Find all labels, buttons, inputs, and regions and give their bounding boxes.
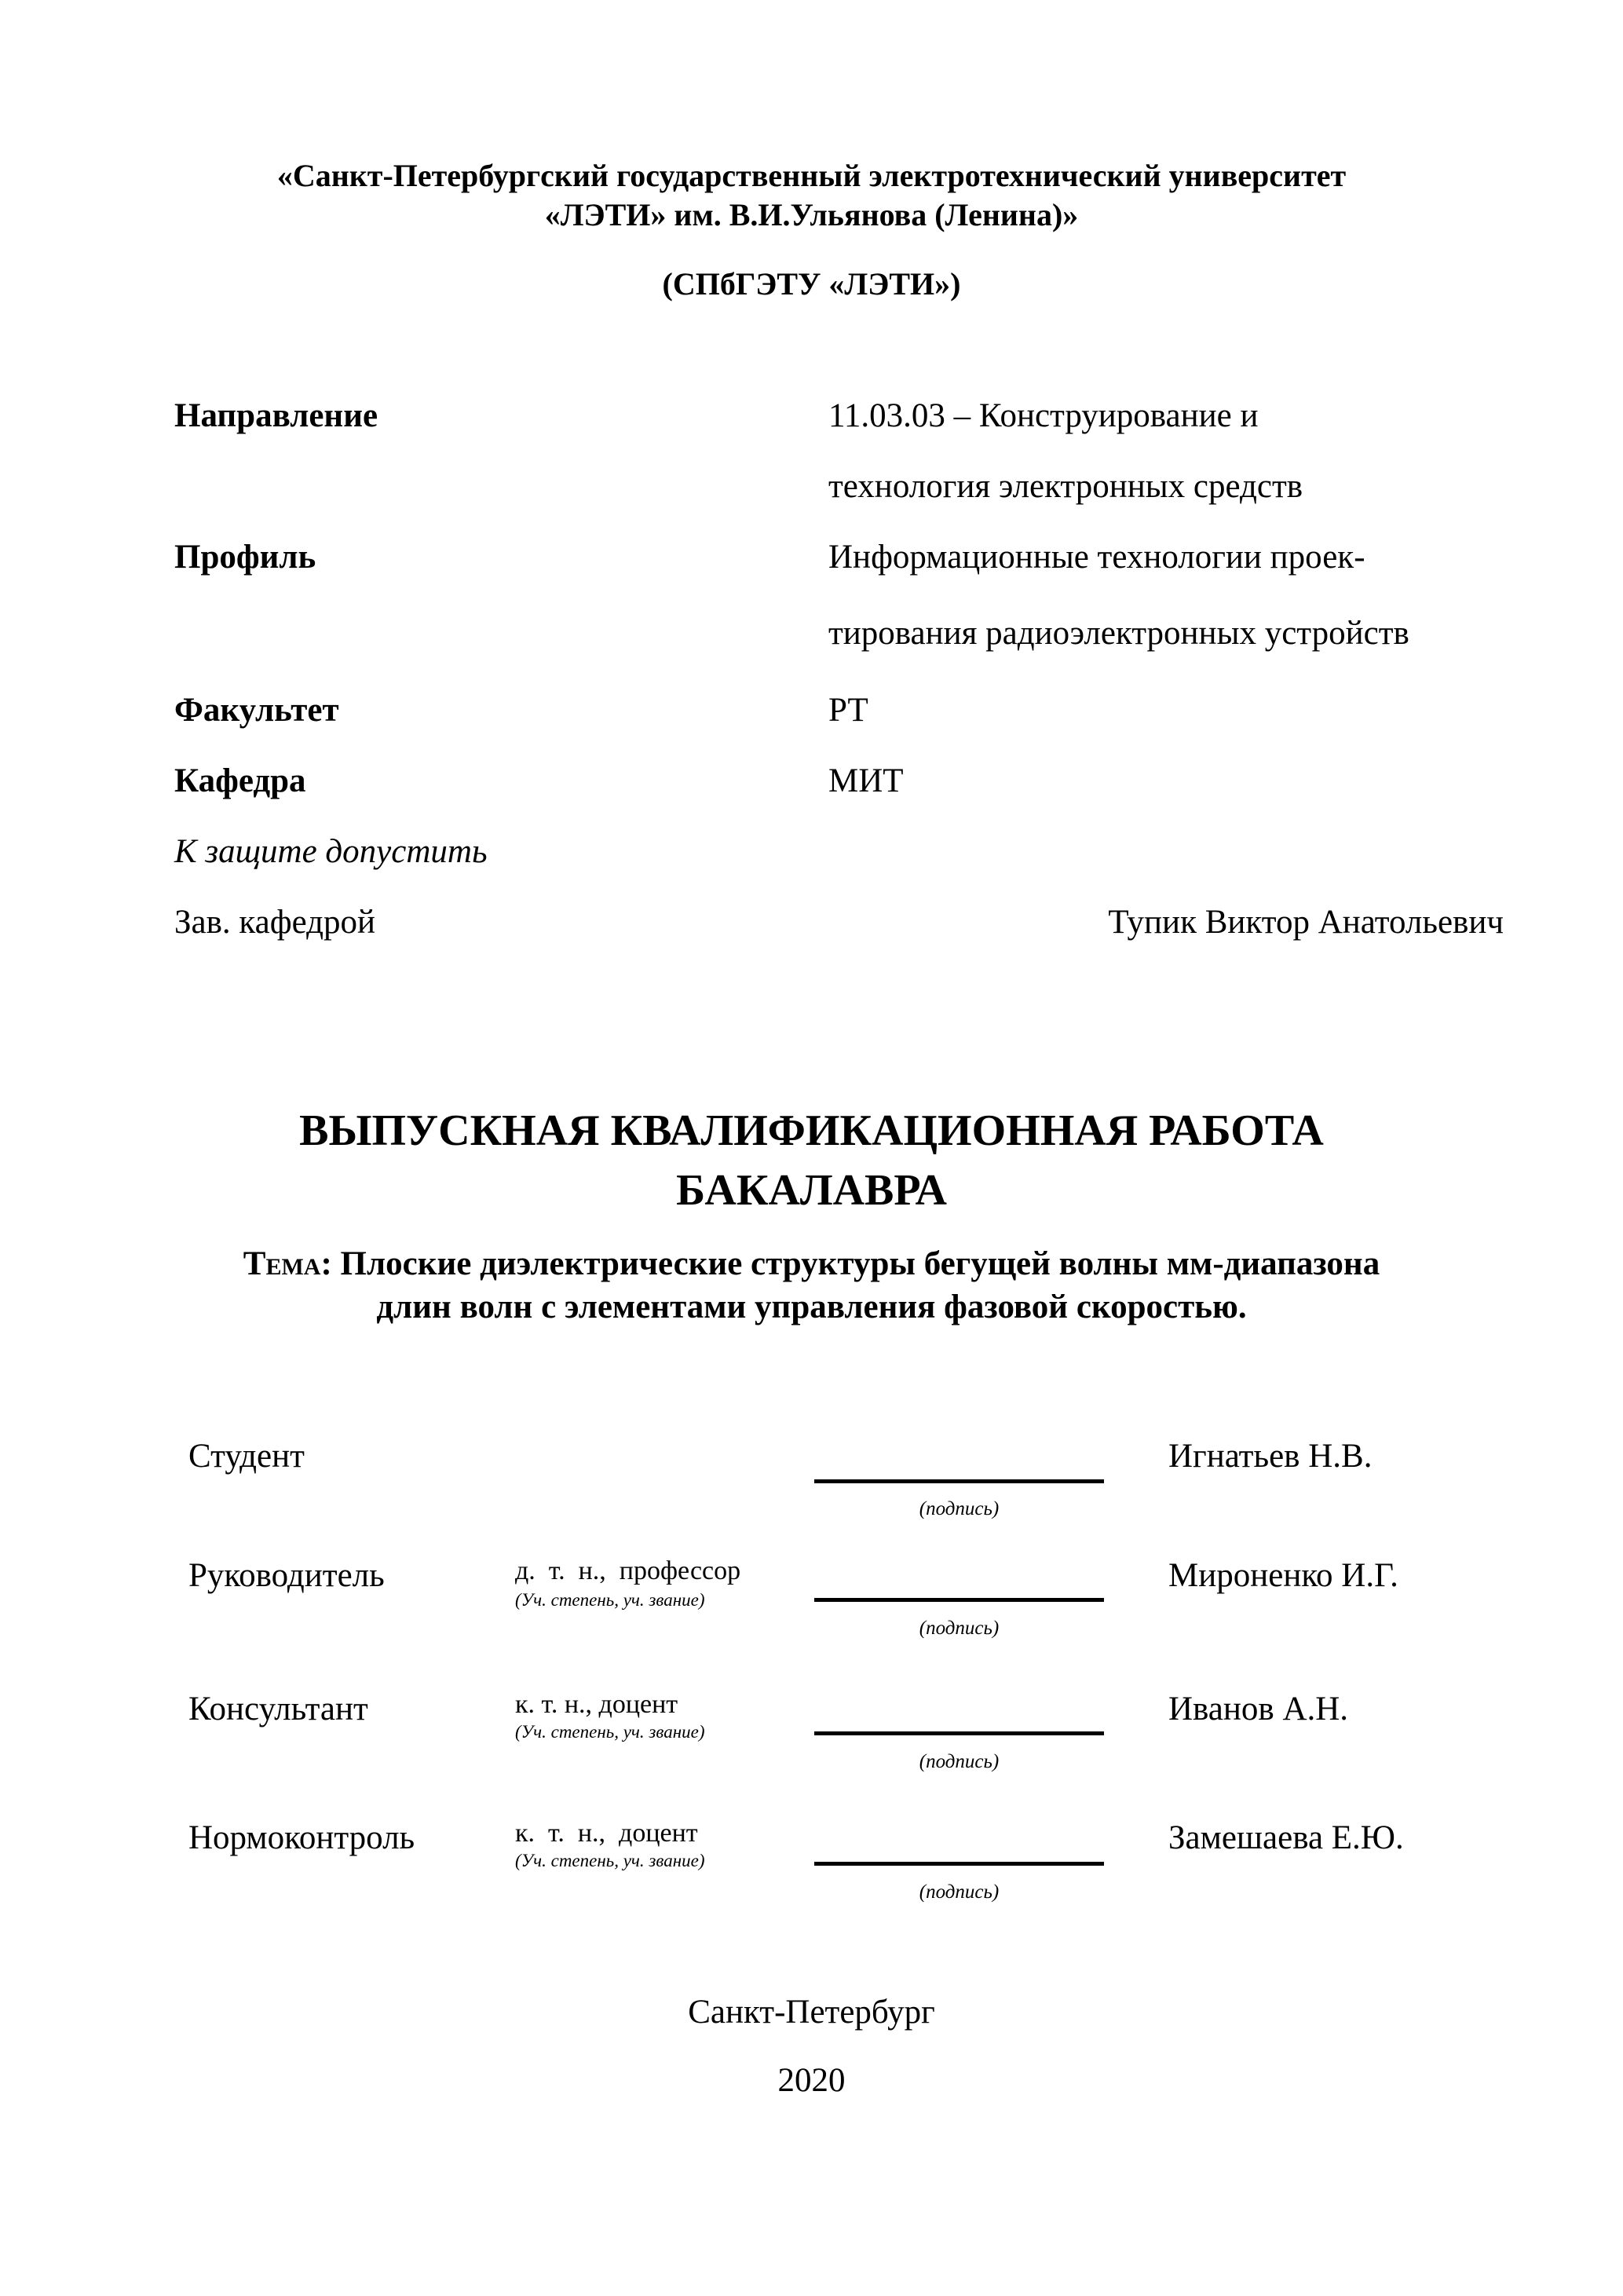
signature-role-normcontrol: Нормоконтроль	[188, 1819, 415, 1856]
head-of-department-label: Зав. кафедрой	[174, 904, 376, 941]
degree-caption-consultant: (Уч. степень, уч. звание)	[515, 1722, 705, 1742]
faculty-value: РТ	[828, 692, 868, 729]
theme-prefix: Тема:	[243, 1245, 332, 1282]
signature-caption-normcontrol: (подпись)	[919, 1881, 1000, 1903]
signature-caption-consultant: (подпись)	[919, 1751, 1000, 1772]
university-name-line1: «Санкт-Петербургский государственный электротехнический университет	[276, 158, 1347, 193]
theme-text-line1: Плоские диэлектрические структуры бегущей волны мм-диапазона	[340, 1245, 1380, 1282]
degree-caption-normcontrol: (Уч. степень, уч. звание)	[515, 1851, 705, 1870]
direction-value-line1: 11.03.03 – Конструирование и	[828, 397, 1259, 434]
direction-label: Направление	[174, 397, 378, 434]
signature-line-student	[814, 1479, 1104, 1483]
signature-name-normcontrol: Замешаева Е.Ю.	[1168, 1819, 1404, 1856]
signature-role-consultant: Консультант	[188, 1691, 368, 1727]
degree-consultant: к. т. н., доцент	[515, 1690, 678, 1719]
faculty-label: Факультет	[174, 692, 339, 729]
degree-supervisor: д. т. н., профессор	[515, 1556, 741, 1585]
theme-line1	[0, 1245, 1623, 1283]
university-name-line2: «ЛЭТИ» им. В.И.Ульянова (Ленина)»	[544, 197, 1079, 232]
year: 2020	[777, 2062, 846, 2099]
direction-value-line2: технология электронных средств	[828, 468, 1303, 505]
signature-name-supervisor: Мироненко И.Г.	[1168, 1557, 1398, 1594]
signature-caption-student: (подпись)	[919, 1498, 1000, 1519]
signature-caption-supervisor: (подпись)	[919, 1618, 1000, 1639]
signature-name-student: Игнатьев Н.В.	[1168, 1438, 1373, 1475]
document-title-line1: ВЫПУСКНАЯ КВАЛИФИКАЦИОННАЯ РАБОТА	[299, 1106, 1324, 1155]
department-label: Кафедра	[174, 762, 306, 799]
university-abbreviation: (СПбГЭТУ «ЛЭТИ»)	[662, 266, 961, 302]
head-of-department-name: Тупик Виктор Анатольевич	[1108, 904, 1504, 941]
document-title-line2: БАКАЛАВРА	[676, 1166, 947, 1215]
profile-value-line1: Информационные технологии проек-	[828, 539, 1365, 576]
degree-normcontrol: к. т. н., доцент	[515, 1819, 698, 1848]
signature-line-normcontrol	[814, 1862, 1104, 1866]
signature-line-consultant	[814, 1731, 1104, 1735]
city: Санкт-Петербург	[688, 1994, 935, 2031]
signature-name-consultant: Иванов А.Н.	[1168, 1691, 1349, 1727]
signature-line-supervisor	[814, 1598, 1104, 1602]
signature-role-supervisor: Руководитель	[188, 1557, 385, 1594]
department-value: МИТ	[828, 762, 904, 799]
theme-text-line2: длин волн с элементами управления фазовой скоростью.	[376, 1289, 1247, 1325]
profile-label: Профиль	[174, 539, 316, 576]
degree-caption-supervisor: (Уч. степень, уч. звание)	[515, 1590, 705, 1610]
signature-role-student: Студент	[188, 1438, 305, 1475]
profile-value-line2: тирования радиоэлектронных устройств	[828, 615, 1409, 652]
admit-to-defense-text: К защите допустить	[174, 833, 488, 870]
